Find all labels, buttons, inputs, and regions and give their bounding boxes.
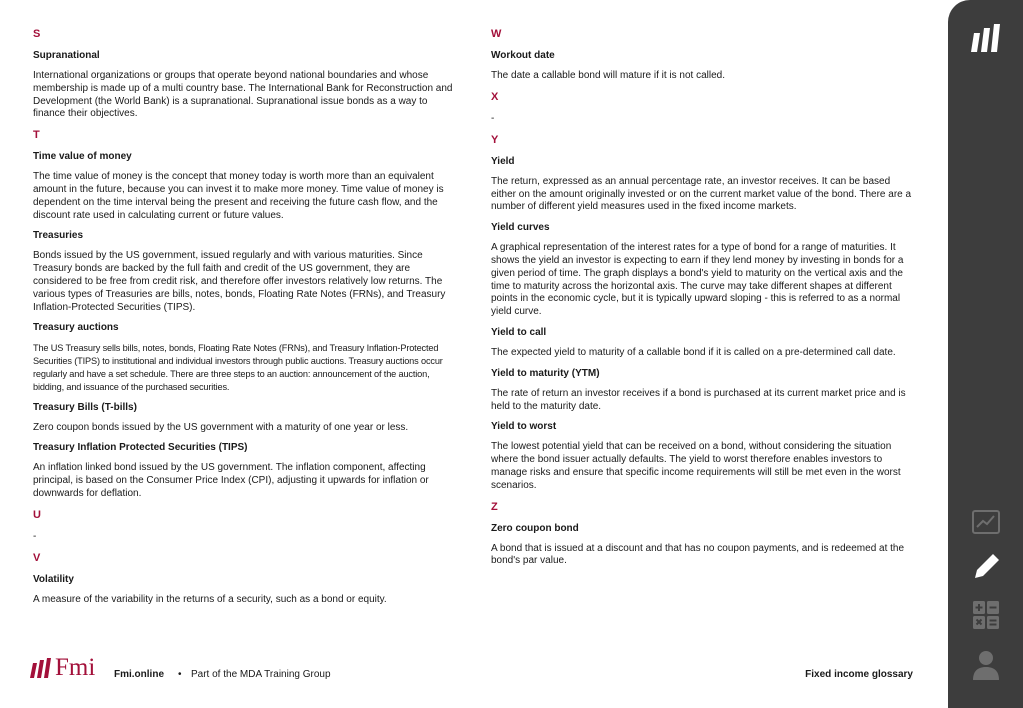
definition-yield-to-call: The expected yield to maturity of a callable bond if it is called on a pre-determined call date. bbox=[491, 346, 896, 358]
fmi-logo-icon[interactable] bbox=[970, 24, 1002, 52]
definition-time-value-of-money: The time value of money is the concept that money today is worth more than an equivalent amount in the future, because you can invest it to make more money. Time value of money is dependent on the time interval being the present and receiving the future cash flow, and the discount rate used in calculating current or future values. bbox=[33, 171, 444, 221]
empty-section-dash-x: - bbox=[491, 112, 495, 124]
definition-treasury-auctions: The US Treasury sells bills, notes, bonds, Floating Rate Notes (FRNs), and Treasury Inflation-Protected Securities (TIPS) to institutional and individual investors through public auctions. Treasury auctions occur regularly and have a set schedule. There are three steps to an auction: announcement of the auction, bidding, and issuance of the purchased securities. bbox=[33, 343, 443, 392]
section-letter-y: Y bbox=[491, 133, 499, 146]
definition-supranational: International organizations or groups that operate beyond national boundaries and whose membership is made up of a multi country base. The International Bank for Reconstruction and Development (the World Bank) is a supranational. Supranational issue bonds as a way to finance their objectives. bbox=[33, 70, 453, 120]
brand-tagline: Part of the MDA Training Group bbox=[191, 669, 331, 680]
term-treasuries: Treasuries bbox=[33, 230, 84, 242]
section-letter-s: S bbox=[33, 28, 41, 40]
term-time-value-of-money: Time value of money bbox=[33, 151, 132, 163]
term-treasury-bills: Treasury Bills (T-bills) bbox=[33, 401, 137, 413]
definition-tips: An inflation linked bond issued by the US government. The inflation component, affecting principal, is based on the Consumer Price Index (CPI), adjusting it upwards for inflation or downwards for deflation. bbox=[33, 462, 429, 499]
page-footer bbox=[30, 654, 913, 681]
term-tips: Treasury Inflation Protected Securities (TIPS) bbox=[33, 442, 248, 454]
user-icon[interactable] bbox=[973, 650, 999, 680]
logo-wordmark: Fmi bbox=[55, 654, 96, 681]
section-letter-u: U bbox=[33, 508, 42, 521]
bullet-separator: • bbox=[178, 669, 182, 680]
fmi-logo[interactable] bbox=[30, 654, 96, 681]
brand-name: Fmi.online bbox=[114, 669, 164, 680]
empty-section-dash-u: - bbox=[33, 530, 37, 542]
section-letter-x: X bbox=[491, 90, 499, 103]
definition-yield-to-worst: The lowest potential yield that can be received on a bond, without considering the situation where the bond issuer actually defaults. The yield to worst therefore enables investors to manage risks and ensure that specific income requirements will still be met even in the worst scenarios. bbox=[491, 441, 901, 491]
section-letter-w: W bbox=[491, 28, 502, 40]
term-yield-curves: Yield curves bbox=[491, 222, 550, 234]
definition-yield-curves: A graphical representation of the interest rates for a type of bond for a range of maturities. It shows the yield an investor is expecting to earn if they lend money by investing in bonds for a given period of time. The graph displays a bond's yield to maturity on the vertical axis and the time to maturity across the horizontal axis. The curve may take different shapes at different points in the economic cycle, but it is typically upward sloping - this is referred to as a normal yield curve. bbox=[491, 242, 904, 318]
chart-icon[interactable] bbox=[972, 510, 1000, 534]
document-title: Fixed income glossary bbox=[805, 669, 913, 680]
definition-treasury-bills: Zero coupon bonds issued by the US government with a maturity of one year or less. bbox=[33, 421, 409, 433]
section-letter-z: Z bbox=[491, 500, 499, 513]
term-yield-to-worst: Yield to worst bbox=[491, 421, 557, 433]
term-volatility: Volatility bbox=[33, 573, 74, 585]
glossary-left-column bbox=[33, 28, 453, 615]
term-supranational: Supranational bbox=[33, 50, 100, 61]
pencil-icon[interactable] bbox=[973, 552, 1001, 580]
term-zero-coupon-bond: Zero coupon bond bbox=[491, 522, 579, 534]
section-letter-v: V bbox=[33, 551, 41, 564]
definition-workout-date: The date a callable bond will mature if it is not called. bbox=[491, 70, 726, 81]
definition-volatility: A measure of the variability in the returns of a security, such as a bond or equity. bbox=[33, 593, 387, 605]
term-treasury-auctions: Treasury auctions bbox=[33, 322, 119, 334]
term-workout-date: Workout date bbox=[491, 50, 555, 61]
definition-zero-coupon-bond: A bond that is issued at a discount and that has no coupon payments, and is redeemed at the bond's par value. bbox=[491, 542, 905, 567]
glossary-right-column bbox=[491, 28, 913, 576]
term-yield-to-maturity: Yield to maturity (YTM) bbox=[491, 367, 600, 379]
section-letter-t: T bbox=[33, 129, 41, 142]
fmi-bars-icon bbox=[30, 658, 52, 678]
sidebar bbox=[948, 0, 1023, 708]
calculator-icon[interactable] bbox=[973, 601, 999, 629]
term-yield: Yield bbox=[491, 155, 515, 167]
definition-yield-to-maturity: The rate of return an investor receives if a bond is purchased at its current market price and is held to the maturity date. bbox=[491, 387, 906, 412]
definition-yield: The return, expressed as an annual percentage rate, an investor receives. It can be based either on the amount originally invested or on the current market value of the bond. There are a number of different yield measures used in the fixed income markets. bbox=[491, 175, 912, 213]
term-yield-to-call: Yield to call bbox=[491, 326, 547, 338]
definition-treasuries: Bonds issued by the US government, issued regularly and with various maturities. Since Treasury bonds are backed by the full faith and credit of the US government, they are considered to be free from credit risk, and therefore offer investors relatively low returns. The various types of Treasuries are bills, notes, bonds, Floating Rate Notes (FRNs), and Treasury Inflation-Protected Securities (TIPS). bbox=[33, 250, 446, 313]
